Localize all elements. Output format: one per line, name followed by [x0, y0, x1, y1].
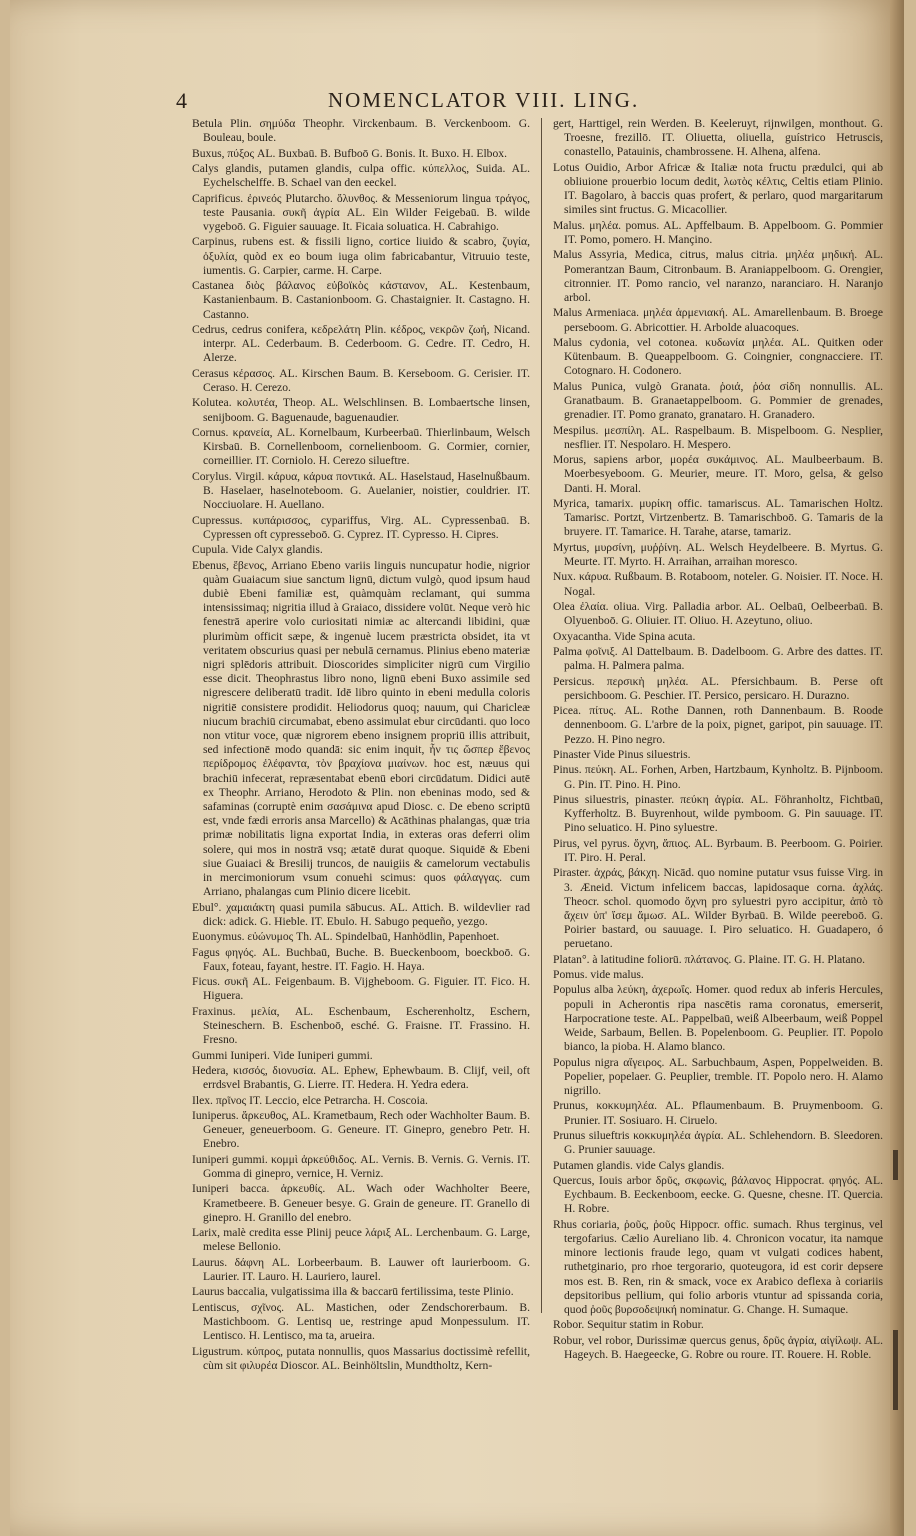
column-divider	[541, 118, 542, 1313]
dictionary-entry: Kolutea. κολυτέα, Theop. AL. Welschlinsen. B. Lombaertsche linsen, senijboom. G. Baguenaude, baguenaudier.	[192, 396, 530, 424]
dictionary-entry: Fagus φηγός. AL. Buchbaū, Buche. B. Bueckenboom, boeckboō. G. Faux, foteau, fayant, hestre. IT. Fagio. H. Haya.	[192, 945, 530, 973]
dictionary-entry: Cornus. κρανεία, AL. Kornelbaum, Kurbeerbaū. Thierlinbaum, Welsch Kirsbaū. B. Cornellenboom, cornelienboom. G. Cormier, cornier, corneillier. IT. Corniolo. H. Cerezo silueftre.	[192, 425, 530, 468]
dictionary-entry: Pinus. πεύκη. AL. Forhen, Arben, Hartzbaum, Kynholtz. B. Pijnboom. G. Pin. IT. Pino. H. Pino.	[553, 763, 883, 791]
dictionary-entry: Myrtus, μυρσίνη, μυῤῥίνη. AL. Welsch Heydelbeere. B. Myrtus. G. Meurte. IT. Myrto. H. Arraihan, arraihan moresco.	[553, 540, 883, 568]
dictionary-entry: Prunus silueftris κοκκυμηλέα ἀγρία. AL. Schlehendorn. B. Sleedoren. G. Prunier sauuage.	[553, 1129, 883, 1157]
dictionary-entry: Ligustrum. κύπρος, putata nonnullis, quos Massarius doctissimè refellit, cùm sit φιλυρέα Dioscor. AL. Beinhöltslin, Mundtholtz, Kern-	[192, 1344, 530, 1372]
dictionary-entry: Larix, malè credita esse Plinij peuce λάριξ AL. Lerchenbaum. G. Large, melese Bellonio.	[192, 1226, 530, 1254]
dictionary-entry: Corylus. Virgil. κάρυα, κάρυα ποντικά. AL. Haselstaud, Haselnußbaum. B. Haselaer, haselnoteboom. G. Auelanier, noistier, couldrier. IT. Nocciuolare. H. Auellano.	[192, 469, 530, 512]
dictionary-entry: Malus Armeniaca. μηλέα ἀρμενιακή. AL. Amarellenbaum. B. Broege perseboom. G. Abricottier. H. Arbolde aluacoques.	[553, 306, 883, 334]
page-header	[176, 88, 736, 116]
dictionary-entry: Olea ἐλαία. oliua. Virg. Palladia arbor. AL. Oelbaū, Oelbeerbaū. B. Olyuenboō. G. Oliuier. IT. Oliuo. H. Azeytuno, oliuo.	[553, 599, 883, 628]
dictionary-entry: Castanea διὸς βάλανος εὐβοϊκὸς κάστανον, AL. Kestenbaum, Kastanienbaum. B. Castanionboom. G. Chastaignier. It. Castagno. H. Castanno.	[192, 279, 530, 321]
margin-fragment-mark	[893, 1330, 898, 1410]
dictionary-entry: Buxus, πύξος AL. Buxbaū. B. Bufboō G. Bonis. It. Buxo. H. Elbox.	[192, 146, 507, 160]
dictionary-entry: Pinaster Vide Pinus siluestris.	[553, 747, 691, 761]
dictionary-entry: Iuniperi gummi. κομμὶ ἀρκεύθιδος. AL. Vernis. B. Vernis. G. Vernis. IT. Gomma di ginepro, vernice, H. Verniz.	[192, 1152, 530, 1180]
running-title: NOMENCLATOR VIII. LING.	[328, 88, 640, 112]
dictionary-entry: Populus nigra αἴγειρος. AL. Sarbuchbaum, Aspen, Poppelweiden. B. Popelier, popelaer. G. Peuplier, tremble. IT. Popolo nero. H. Alamo nigrillo.	[553, 1055, 883, 1098]
dictionary-entry: Calys glandis, putamen glandis, culpa offic. κύπελλος, Suida. AL. Eychelschelffe. B. Schael van den eeckel.	[192, 161, 530, 190]
dictionary-entry: Laurus baccalia, vulgatissima illa & baccarū fertilissima, teste Plinio.	[192, 1285, 514, 1299]
dictionary-entry: Prunus, κοκκυμηλέα. AL. Pflaumenbaum. B. Pruymenboom. G. Prunier. IT. Sosiuaro. H. Ciruelo.	[553, 1099, 883, 1127]
dictionary-entry: Pinus siluestris, pinaster. πεύκη ἀγρία. AL. Föhranholtz, Fichtbaū, Kyfferholtz. B. Buyrenhout, wilde pymboom. G. Pin sauuage. IT. Pino seluatico. H. Pino syluestre.	[553, 792, 883, 835]
dictionary-entry: Picea. πίτυς. AL. Rothe Dannen, roth Dannenbaum. B. Roode dennenboom. G. L'arbre de la poix, pignet, garipot, pin sauuage. IT. Pezzo. H. Pino negro.	[553, 704, 883, 746]
dictionary-entry: Euonymus. εὐώνυμος Th. AL. Spindelbaū, Hanhödlin, Papenhoet.	[192, 930, 500, 944]
dictionary-entry: Iuniperus. ἄρκευθος, AL. Krametbaum, Rech oder Wachholter Baum. B. Geneuer, geneuerboom. G. Geneure. IT. Ginepro, genebro Petr. H. Enebro.	[192, 1108, 530, 1151]
dictionary-entry: Putamen glandis. vide Calys glandis.	[553, 1158, 725, 1172]
margin-fragment-mark	[893, 1150, 898, 1180]
dictionary-entry: Malus Assyria, Medica, citrus, malus citria. μηλέα μηδική. AL. Pomerantzan Baum, Citronbaum. B. Araniappelboom. G. Orengier, citronnier. IT. Pomo rancio, vel naranzo, naranciaro. H. Naranjo arbol.	[553, 248, 883, 304]
dictionary-entry: Morus, sapiens arbor, μορέα συκάμινος. AL. Maulbeerbaum. B. Moerbesyeboom. G. Meurier, meure. IT. Moro, gelsa, & gelso Danti. H. Moral.	[553, 453, 883, 495]
dictionary-entry: Ficus. συκῆ AL. Feigenbaum. B. Vijgheboom. G. Figuier. IT. Fico. H. Higuera.	[192, 975, 530, 1003]
page-gutter-shadow	[890, 0, 904, 1536]
dictionary-entry: Iuniperi bacca. ἀρκευθίς. AL. Wach oder Wachholter Beere, Krametbeere. B. Geneuer besye. G. Grain de geneure. IT. Granello di ginepro. H. Granillo del enebro.	[192, 1182, 530, 1224]
page-number: 4	[176, 88, 187, 113]
dictionary-entry: Carpinus, rubens est. & fissili ligno, cortice liuido & scabro, ζυγία, ὀξυλία, quòd ex eo boum iuga olim fabricabantur, Vitruuio teste, iumentis. G. Carpier, carme. H. Carpe.	[192, 235, 530, 277]
dictionary-entry: Mespilus. μεσπίλη. AL. Raspelbaum. B. Mispelboom. G. Nesplier, nesflier. IT. Nespolaro. H. Mespero.	[553, 423, 883, 451]
dictionary-entry: Rhus coriaria, ῥοῦς, ῥοῦς Hippocr. offic. sumach. Rhus terginus, vel tergofarius. Cælio Aureliano lib. 4. Chronicon vocatur, ita namque minore lectionis fraude lego, quam vt vulgati codices habent, ruthetginario, pro rhoe tergorario, quoteugora, id est corir depsere mos est. B. Ren, rin & smack, voce ex Arabico deflexa à coriariis depsitoribus pellium, qui folio arboris vtuntur ad spissanda coria, quod ῥοῦς βυρσοδεψική nominatur. G. Change. H. Sumaque.	[553, 1217, 883, 1317]
dictionary-entry: Quercus, Iouis arbor δρῦς, σκφωνὶς, βάλανος Hippocrat. φηγός. AL. Eychbaum. B. Eeckenboom, eecke. G. Quesne, chesne. IT. Quercia. H. Robre.	[553, 1174, 883, 1216]
dictionary-entry: Robur, vel robor, Durissimæ quercus genus, δρῦς ἀγρία, αἰγίλωψ. AL. Hageych. B. Haegeecke, G. Robre ou roure. IT. Rouere. H. Roble.	[553, 1333, 883, 1362]
dictionary-entry: Platan°. à latitudine foliorū. πλάτανος. G. Plaine. IT. G. H. Platano.	[553, 952, 866, 966]
dictionary-entry: Ilex. πρῖνος IT. Leccio, elce Petrarcha. H. Coscoia.	[192, 1093, 428, 1107]
dictionary-entry: Ebul°. χαμαιάκτη quasi pumila sābucus. AL. Attich. B. wildevlier rad dick: adick. G. Hieble. IT. Ebulo. H. Sabugo pequeño, yezgo.	[192, 900, 530, 928]
dictionary-entry: Lotus Ouidio, Arbor Africæ & Italiæ nota fructu prædulci, qui ab obliuione prouerbio locum dedit, λωτὸς κέλτις, Celtis etiam Plinio. IT. Bagolaro, à baccis quas profert, & perlaro, quod margaritarum similes sint fructus. G. Micacollier.	[553, 160, 883, 217]
dictionary-entry: Hedera, κισσός, διονυσία. AL. Ephew, Ephewbaum. B. Clijf, veil, oft errdsvel Brabantis, G. Lierre. IT. Hedera. H. Yedra edera.	[192, 1063, 530, 1092]
dictionary-entry: Cupula. Vide Calyx glandis.	[192, 543, 323, 557]
dictionary-entry: Robor. Sequitur statim in Robur.	[553, 1318, 704, 1332]
dictionary-entry: Malus Punica, vulgò Granata. ῥοιά, ῥόα σίδη nonnullis. AL. Granatbaum. B. Granaetappelboom. G. Pommier de grenades, grenadier. IT. Pomo granato, granataro. H. Granadero.	[553, 379, 883, 422]
dictionary-entry: Cupressus. κυπάρισσος, cypariffus, Virg. AL. Cypressenbaū. B. Cypressen oft cypresseboō. G. Cyprez. IT. Cypresso. H. Cipres.	[192, 513, 530, 541]
left-column	[192, 117, 530, 1372]
dictionary-entry: Persicus. περσικὴ μηλέα. AL. Pfersichbaum. B. Perse oft persichboom. G. Peschier. IT. Persico, persicaro. H. Durazno.	[553, 674, 883, 702]
dictionary-entry: Cerasus κέρασος. AL. Kirschen Baum. B. Kerseboom. G. Cerisier. IT. Ceraso. H. Cerezo.	[192, 366, 530, 394]
dictionary-entry: Cedrus, cedrus conifera, κεδρελάτη Plin. κέδρος, νεκρῶν ζωή, Nicand. interpr. AL. Cederbaum. B. Cederboom. G. Cedre. IT. Cedro, H. Alerze.	[192, 322, 530, 365]
dictionary-entry: Palma φοῖνιξ. Al Dattelbaum. B. Dadelboom. G. Arbre des dattes. IT. palma. H. Palmera palma.	[553, 644, 883, 673]
dictionary-entry: Fraxinus. μελία, AL. Eschenbaum, Escherenholtz, Eschern, Steineschern. B. Eschenboō, esché. G. Fraisne. IT. Frassino. H. Fresno.	[192, 1004, 530, 1047]
right-column	[553, 117, 883, 1362]
dictionary-entry: Myrica, tamarix. μυρίκη offic. tamariscus. AL. Tamarischen Holtz. Tamarisc. Portzt, Virtzenbertz. B. Tamarischboō. G. Tamaris de la bruyere. IT. Tamarice. H. Tarahe, atarse, tamariz.	[553, 496, 883, 539]
dictionary-entry: Pomus. vide malus.	[553, 968, 644, 982]
dictionary-entry: Malus. μηλέα. pomus. AL. Apffelbaum. B. Appelboom. G. Pommier IT. Pomo, pomero. H. Mançino.	[553, 218, 883, 246]
dictionary-entry: Oxyacantha. Vide Spina acuta.	[553, 629, 696, 643]
dictionary-entry: Nux. κάρυα. Rußbaum. B. Rotaboom, noteler. G. Noisier. IT. Noce. H. Nogal.	[553, 570, 883, 598]
dictionary-entry: Betula Plin. σημύδα Theophr. Virckenbaum. B. Verckenboom. G. Bouleau, boule.	[192, 117, 530, 145]
dictionary-entry: Populus alba λεύκη, ἀχερωΐς. Homer. quod redux ab inferis Hercules, populi in Acherontis ripa nascētis rama coronatus, emerserit, Harpocratione teste. AL. Pappelbaū, weiß Albeerbaum, weiß Poppel Weide, Sarbaum, Bellen. B. Popelenboom. G. Peuplier. IT. Popolo bianco, la pioba. H. Alamo blanco.	[553, 983, 883, 1054]
dictionary-entry: gert, Harttigel, rein Werden. B. Keeleruyt, rijnwilgen, monthout. G. Troesne, frezillō. IT. Oliuetta, oliuella, guístrico Hetruscis, conastello, Patauinis, chambrossene. H. Alhena, alfena.	[553, 117, 883, 159]
dictionary-entry: Gummi Iuniperi. Vide Iuniperi gummi.	[192, 1048, 373, 1062]
dictionary-entry: Piraster. ἀχράς, βάκχη. Nicād. quo nomine putatur vsus fuisse Virg. in 3. Æneid. Victum infelicem baccas, lapidosaque corna. ἀχλάς. Theocr. schol. quomodo ὄχνη pro syluestri pyro accipitur, ἀπὸ τὸ ἄχειν ὑπ' ἴσεμ ἄμωσ. AL. Wilder Byrbaū. B. Wilde peereboō. G. Poirier bastard, ou sauuage. I. Piro seluatico. H. Guadapero, ó peruetano.	[553, 866, 883, 951]
dictionary-entry: Caprificus. ἐρινεός Plutarcho. ὄλυνθος. & Messeniorum lingua τράγος, teste Pausania. συκῆ ἀγρία AL. Ein Wilder Feigebaū. B. wilde vygeboō. G. Figuier sauuage. It. Ficaia soluatica. H. Cabrahigo.	[192, 191, 530, 233]
dictionary-entry: Laurus. δάφνη AL. Lorbeerbaum. B. Lauwer oft laurierboom. G. Laurier. IT. Lauro. H. Lauriero, laurel.	[192, 1255, 530, 1283]
dictionary-entry: Lentiscus, σχῖνος. AL. Mastichen, oder Zendschorerbaum. B. Mastichboom. G. Lentisq ue, restringe apud Monpessulum. IT. Lentisco. H. Lentisco, ma ta, arueira.	[192, 1300, 530, 1343]
dictionary-entry: Ebenus, ἔβενος, Arriano Ebeno variis linguis nuncupatur hodie, nigrior quàm Guaiacum siue sanctum lignū, dictum vulgò, quod ipsum haud dubiè Ebeni familiæ est, quàmquàm reclamant, qui summa intensissimaq; nigritia illud à Graiaco, dissidere volūt. Neque verò hic fenestrā aperire volo curiositati nimiæ ac altercandi libidini, quæ plurimùm officit sæpe, & ingenuè lucem præstricta obsidet, ita vt veritatem obscurius quasi per nebulā cernamus. Plinius ebeno materiæ nigri splēdoris attribuit. Dioscorides simpliciter nigrū cum Virgilio esse dicit. Theophrastus libro nono, lignū ebeni Buxo assimile sed nigrescere deliberatū tradit. Idē libro quinto in ebeni medulla coloris nigritiē consistere prodidit. Heliodorus quoq; nauum, qui Charicleæ niucum brachiū circumabat, ebeno assimulat ebur circūdanti. quo loco non vtitur voce, quæ nigrorem ebeno insignem propriū illis attribuit, sed infectionē modo quandā: sic enim inquit, ἦν τις ὥσπερ ἔβενος περίδρομος ἐλέφαντα, τὸν βραχίονα μιαίνων. hoc est, næuus qui brachiū infecerat, repræsentabat ebenū ebori circūdatum. Didici autē ex Theophr. Arriano, Herodoto & Plin. non ebeninas modo, sed & safaminas (corruptè enim σασάμινα apud Diosc. c. De ebeno scriptū est, vnde fædi erroris ansa Marcello) & Acāthinas phalangas, quæ tria primæ nobilitatis ligna exportat India, in exteras oras deferri olim solere, qui mos in nostrā vsq; ætatē durat quoque. Siquidē & Ebeni siue Guaiaci & Bresilij truncos, de nauigiis & camelorum vectabulis in mercimoniorum vsum conuehi scimus: quos φάλαγγας. cum Arriano, phalangas cum Plinio dicere licebit.	[192, 558, 530, 899]
dictionary-entry: Malus cydonia, vel cotonea. κυδωνία μηλέα. AL. Quitken oder Kütenbaum. B. Queappelboom. G. Coingnier, congnacciere. IT. Cotognaro. H. Codonero.	[553, 335, 883, 378]
dictionary-entry: Pirus, vel pyrus. ὄχνη, ἄπιος. AL. Byrbaum. B. Peerboom. G. Poirier. IT. Piro. H. Peral.	[553, 836, 883, 864]
